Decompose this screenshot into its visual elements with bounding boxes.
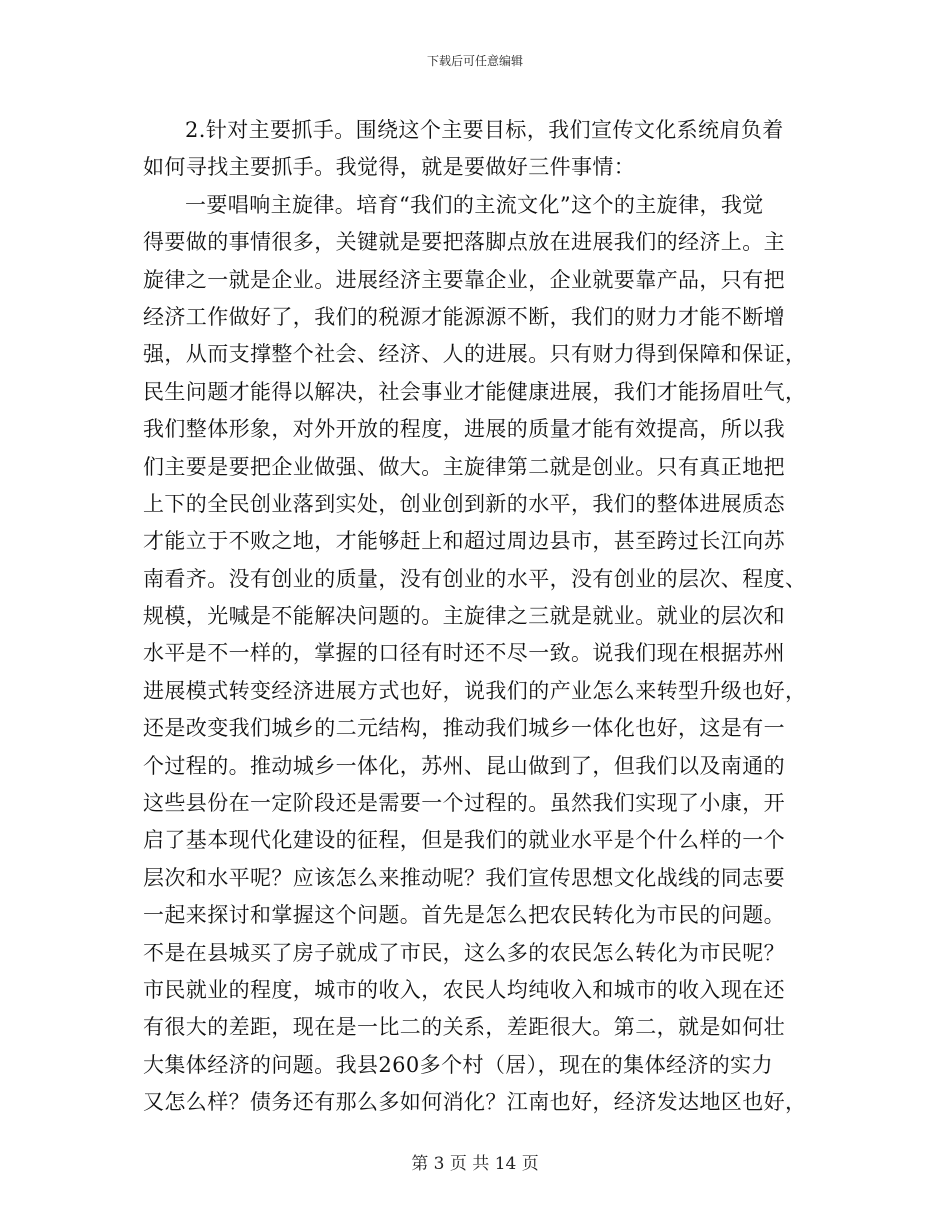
paragraph-line: 们主要是要把企业做强、做大。主旋律第二就是创业。只有真正地把 bbox=[143, 454, 785, 479]
paragraph-line: 市民就业的程度，城市的收入，农民人均纯收入和城市的收入现在还 bbox=[143, 977, 785, 1002]
paragraph-line: 有很大的差距，现在是一比二的关系，差距很大。第二，就是如何壮 bbox=[143, 1015, 785, 1040]
paragraph-line: 民生问题才能得以解决，社会事业才能健康进展，我们才能扬眉吐气， bbox=[143, 379, 807, 404]
paragraph-line: 这些县份在一定阶段还是需要一个过程的。虽然我们实现了小康，开 bbox=[143, 791, 785, 816]
body-text bbox=[143, 112, 815, 1122]
paragraph-line: 还是改变我们城乡的二元结构，推动我们城乡一体化也好，这是有一 bbox=[143, 716, 785, 741]
paragraph-line: 经济工作做好了，我们的税源才能源源不断，我们的财力才能不断增 bbox=[143, 304, 785, 329]
paragraph-line: 不是在县城买了房子就成了市民，这么多的农民怎么转化为市民呢？ bbox=[143, 940, 785, 965]
page-footer: 第 3 页 共 14 页 bbox=[411, 1154, 539, 1174]
paragraph-line: 才能立于不败之地，才能够赶上和超过周边县市，甚至跨过长江向苏 bbox=[143, 529, 785, 554]
page-header: 下载后可任意编辑 bbox=[426, 54, 523, 68]
paragraph-line: 一起来探讨和掌握这个问题。首先是怎么把农民转化为市民的问题。 bbox=[143, 903, 785, 928]
paragraph-line: 2.针对主要抓手。围绕这个主要目标，我们宣传文化系统肩负着 bbox=[185, 118, 784, 142]
paragraph-line: 旋律之一就是企业。进展经济主要靠企业，企业就要靠产品，只有把 bbox=[143, 267, 785, 292]
paragraph-line: 上下的全民创业落到实处，创业创到新的水平，我们的整体进展质态 bbox=[143, 491, 785, 516]
paragraph-line: 强，从而支撑整个社会、经济、人的进展。只有财力得到保障和保证， bbox=[143, 342, 807, 367]
paragraph-line: 进展模式转变经济进展方式也好，说我们的产业怎么来转型升级也好， bbox=[143, 678, 807, 703]
paragraph-line: 又怎么样？债务还有那么多如何消化？江南也好，经济发达地区也好， bbox=[143, 1090, 807, 1115]
paragraph-line: 个过程的。推动城乡一体化，苏州、昆山做到了，但我们以及南通的 bbox=[143, 753, 785, 778]
paragraph-line: 启了基本现代化建设的征程，但是我们的就业水平是个什么样的一个 bbox=[143, 828, 785, 853]
paragraph-line: 我们整体形象，对外开放的程度，进展的质量才能有效提高，所以我 bbox=[143, 417, 785, 442]
paragraph-line: 水平是不一样的，掌握的口径有时还不尽一致。说我们现在根据苏州 bbox=[143, 641, 785, 666]
paragraph-line: 得要做的事情很多，关键就是要把落脚点放在进展我们的经济上。主 bbox=[143, 230, 785, 255]
paragraph-line: 规模，光喊是不能解决问题的。主旋律之三就是就业。就业的层次和 bbox=[143, 604, 785, 629]
paragraph-line: 大集体经济的问题。我县260多个村（居），现在的集体经济的实力 bbox=[143, 1052, 773, 1077]
paragraph-line: 层次和水平呢？应该怎么来推动呢？我们宣传思想文化战线的同志要 bbox=[143, 865, 785, 890]
paragraph-line: 南看齐。没有创业的质量，没有创业的水平，没有创业的层次、程度、 bbox=[143, 566, 807, 591]
paragraph-line: 一要唱响主旋律。培育“我们的主流文化”这个的主旋律，我觉 bbox=[185, 192, 764, 217]
paragraph-line: 如何寻找主要抓手。我觉得，就是要做好三件事情： bbox=[143, 155, 636, 180]
